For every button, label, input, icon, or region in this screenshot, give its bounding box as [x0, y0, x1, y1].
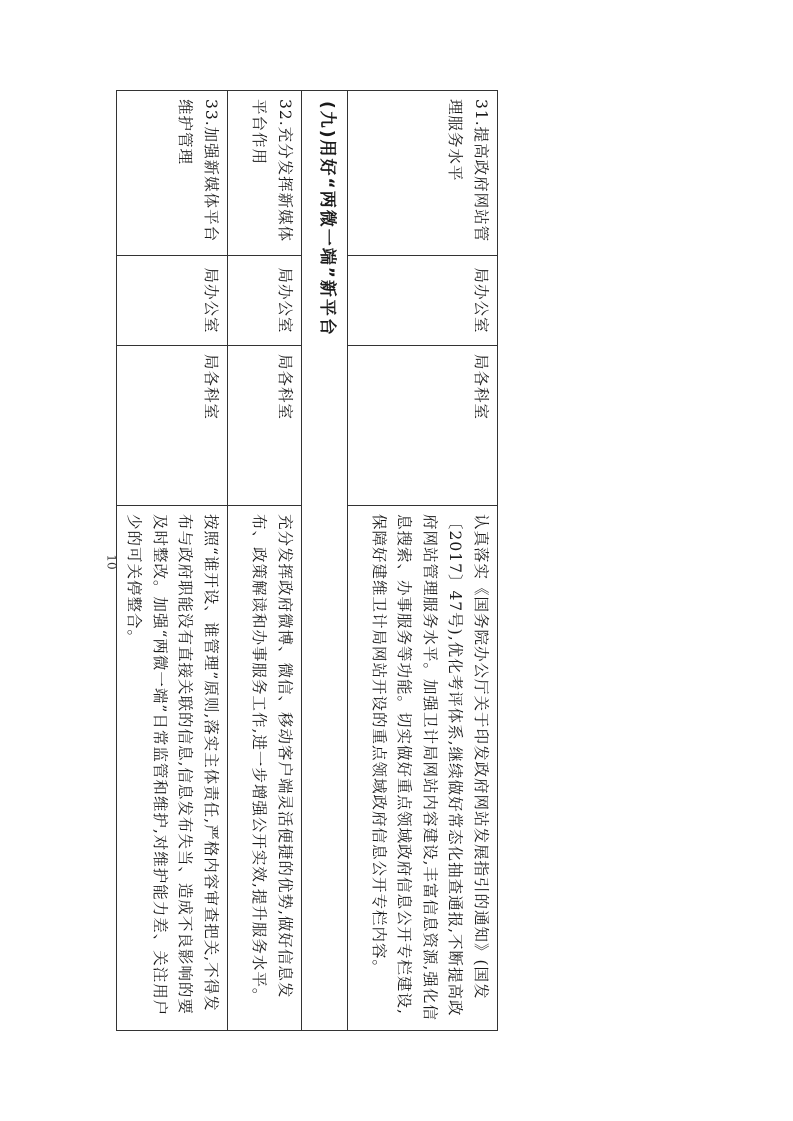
section-heading-row [302, 91, 348, 1031]
work-plan-table-wrapper [125, 90, 498, 1030]
cooperating-unit-cell: 局各科室 [116, 346, 227, 506]
work-plan-table [116, 90, 498, 1031]
task-cell: 33.加强新媒体平台维护管理 [116, 91, 227, 256]
lead-unit-cell: 局办公室 [228, 256, 302, 346]
table-row [348, 91, 498, 1031]
table-row [116, 91, 227, 1031]
content-cell: 认真落实《国务院办公厅关于印发政府网站发展指引的通知》(国发〔2017〕47号),优化考评体系,继续做好常态化抽查通报,不断提高政府网站管理服务水平。加强卫计局网站内容建设,丰富信息资源,强化信息搜索、办事服务等功能。切实做好重点领域政府信息公开专栏建设,保障好建维卫计局网站开设的重点领域政府信息公开专栏内容。 [348, 506, 498, 1031]
task-cell: 32.充分发挥新媒体平台作用 [228, 91, 302, 256]
task-cell: 31.提高政府网站管理服务水平 [348, 91, 498, 256]
table-row [228, 91, 302, 1031]
cooperating-unit-cell: 局各科室 [228, 346, 302, 506]
lead-unit-cell: 局办公室 [348, 256, 498, 346]
content-cell: 充分发挥政府微博、微信、移动客户端灵活便捷的优势,做好信息发布、政策解读和办事服务工作,进一步增强公开实效,提升服务水平。 [228, 506, 302, 1031]
lead-unit-cell: 局办公室 [116, 256, 227, 346]
content-cell: 按照“谁开设、谁管理”原则,落实主体责任,严格内容审查把关,不得发布与政府职能没有直接关联的信息,信息发布失当、造成不良影响的要及时整改。加强“两微一端”日常监管和维护,对维护能力差、关注用户少的可关停整合。 [116, 506, 227, 1031]
cooperating-unit-cell: 局各科室 [348, 346, 498, 506]
page-number: 10 [104, 554, 119, 570]
section-heading: (九)用好“两微一端”新平台 [302, 91, 348, 1031]
